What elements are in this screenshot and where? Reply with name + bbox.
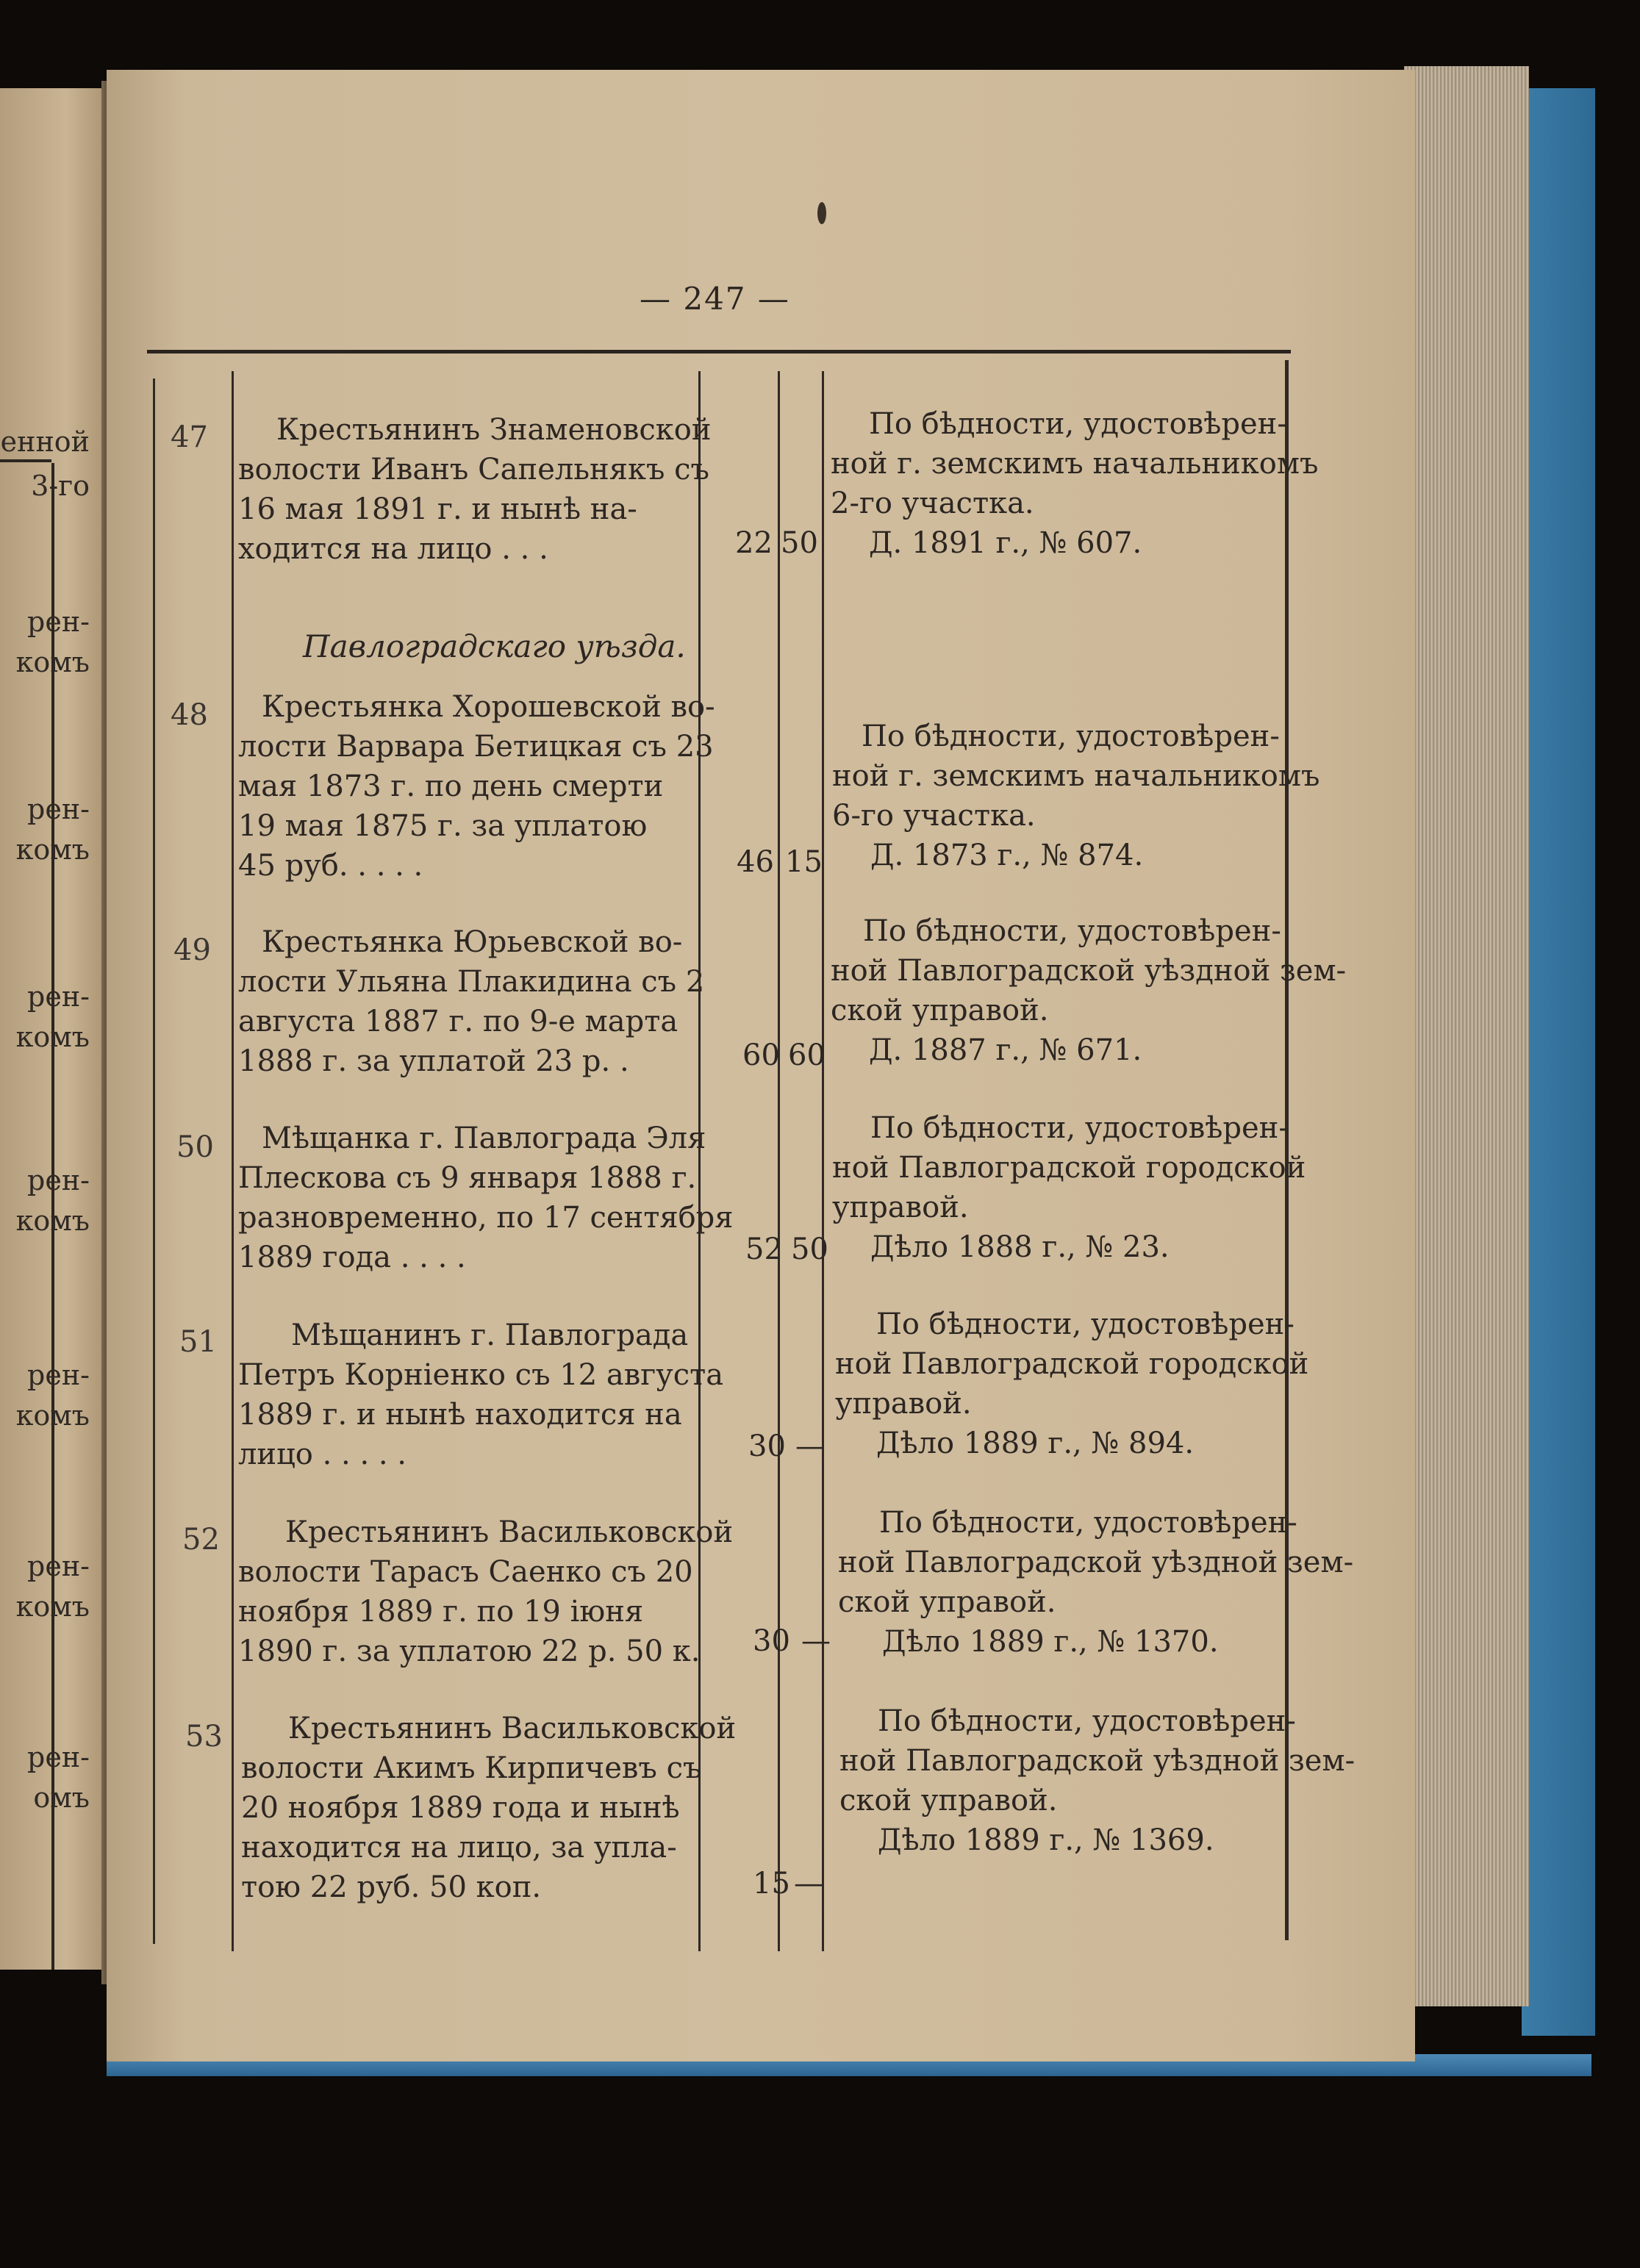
desc-line: августа 1887 г. по 9-е марта [238, 1005, 678, 1038]
amount-rubles: 30 [753, 1624, 790, 1658]
entry-reason [832, 717, 1319, 875]
desc-line: 1889 года . . . . [238, 1241, 466, 1274]
left-fragment: омъ [33, 1781, 90, 1814]
desc-line: мая 1873 г. по день смерти [238, 769, 664, 803]
entry-number: 49 [173, 933, 211, 967]
column-divider [822, 371, 824, 1951]
reason-line: Д. 1873 г., № 874. [870, 839, 1144, 872]
entry-reason [831, 404, 1318, 563]
desc-line: Крестьянинъ Васильковской [288, 1712, 737, 1745]
amount-rubles: 46 [737, 845, 774, 879]
book-cover [1522, 88, 1595, 2036]
desc-line: волости Тарасъ Саенко съ 20 [238, 1555, 693, 1589]
desc-line: Петръ Корніенко съ 12 августа [238, 1358, 724, 1392]
desc-line: Крестьянинъ Знаменовской [276, 413, 712, 447]
left-fragment: рен- [27, 1741, 90, 1773]
reason-line: По бѣдности, удостовѣрен- [869, 407, 1287, 441]
desc-line: 1890 г. за уплатою 22 р. 50 к. [238, 1634, 701, 1668]
desc-line: ходится на лицо . . . [238, 532, 548, 566]
desc-line: 19 мая 1875 г. за уплатою [238, 809, 648, 843]
amount-kopecks: — [795, 1429, 825, 1463]
reason-line: Дѣло 1889 г., № 1369. [878, 1823, 1214, 1857]
desc-line: Крестьянинъ Васильковской [285, 1515, 734, 1549]
entry-description [238, 1119, 734, 1277]
entry-reason [839, 1701, 1355, 1860]
reason-line: ской управой. [831, 994, 1049, 1027]
entry-number: 47 [171, 420, 208, 454]
entry-description [238, 922, 704, 1081]
reason-line: По бѣдности, удостовѣрен- [878, 1704, 1296, 1738]
entry-number: 50 [176, 1130, 214, 1164]
desc-line: волости Акимъ Кирпичевъ съ [241, 1751, 702, 1785]
amount-kopecks: 50 [791, 1232, 828, 1266]
reason-line: ной Павлоградской городской [835, 1347, 1309, 1381]
reason-line: ной г. земскимъ начальникомъ [831, 447, 1319, 481]
left-fragment: комъ [15, 1021, 90, 1053]
amount-rubles: 60 [742, 1038, 780, 1072]
left-fragment: рен- [27, 793, 90, 825]
reason-line: Дѣло 1888 г., № 23. [870, 1230, 1170, 1264]
desc-line: Крестьянка Хорошевской во- [262, 690, 715, 724]
entry-description [238, 1316, 723, 1474]
reason-line: Дѣло 1889 г., № 1370. [882, 1625, 1219, 1659]
page-number: — 247 — [640, 281, 790, 317]
desc-line: 16 мая 1891 г. и нынѣ на- [238, 492, 637, 526]
amount-kopecks: — [801, 1624, 831, 1658]
reason-line: Д. 1891 г., № 607. [869, 526, 1142, 560]
column-divider [778, 371, 780, 1951]
ink-spot [817, 202, 826, 224]
reason-line: управой. [835, 1387, 972, 1421]
left-fragment: комъ [15, 1399, 90, 1432]
reason-line: ской управой. [838, 1585, 1056, 1619]
amount-kopecks: — [794, 1867, 823, 1901]
reason-line: управой. [832, 1191, 969, 1224]
left-fragment: енной [0, 426, 90, 458]
page-edges [1404, 66, 1529, 2006]
desc-line: 20 ноября 1889 года и нынѣ [241, 1791, 680, 1825]
entry-description [241, 1709, 736, 1907]
desc-line: Мѣщанинъ г. Павлограда [291, 1318, 689, 1352]
amount-rubles: 15 [753, 1867, 790, 1901]
entry-description [238, 410, 712, 569]
left-fragment: рен- [27, 1359, 90, 1391]
desc-line: Крестьянка Юрьевской во- [262, 925, 683, 959]
reason-line: ской управой. [839, 1784, 1058, 1817]
left-fragment: комъ [15, 1590, 90, 1623]
left-fragment: рен- [27, 606, 90, 638]
entry-reason [835, 1305, 1308, 1463]
amount-rubles: 52 [745, 1232, 783, 1266]
reason-line: Дѣло 1889 г., № 894. [876, 1427, 1195, 1460]
reason-line: По бѣдности, удостовѣрен- [876, 1307, 1295, 1341]
desc-line: лицо . . . . . [238, 1438, 407, 1471]
desc-line: 1889 г. и нынѣ находится на [238, 1398, 682, 1432]
entry-number: 48 [171, 698, 208, 732]
reason-line: ной Павлоградской уѣздной зем- [831, 954, 1347, 988]
desc-line: находится на лицо, за упла- [241, 1831, 677, 1865]
left-fragment: рен- [27, 1550, 90, 1582]
table-left-border [153, 378, 155, 1944]
entry-reason [831, 911, 1346, 1070]
column-divider [232, 371, 234, 1951]
left-fragment: рен- [27, 980, 90, 1013]
amount-kopecks: 50 [781, 526, 818, 560]
reason-line: ной Павлоградской уѣздной зем- [838, 1546, 1354, 1579]
left-page-fragment [0, 88, 110, 1970]
reason-line: ной Павлоградской городской [832, 1151, 1306, 1185]
desc-line: 45 руб. . . . . [238, 849, 423, 883]
entry-number: 51 [179, 1325, 217, 1359]
reason-line: По бѣдности, удостовѣрен- [863, 914, 1281, 948]
desc-line: волости Иванъ Сапельнякъ съ [238, 453, 709, 487]
left-fragment: комъ [15, 833, 90, 866]
desc-line: ноября 1889 г. по 19 іюня [238, 1595, 644, 1629]
desc-line: 1888 г. за уплатой 23 р. . [238, 1044, 629, 1078]
desc-line: Мѣщанка г. Павлограда Эля [262, 1122, 706, 1155]
district-heading: Павлоградскаго уѣзда. [303, 628, 686, 664]
entry-reason [838, 1503, 1353, 1662]
amount-rubles: 22 [735, 526, 773, 560]
desc-line: разновременно, по 17 сентября [238, 1201, 734, 1235]
left-fragment: комъ [15, 646, 90, 678]
amount-kopecks: 15 [785, 845, 823, 879]
entry-description [238, 1512, 733, 1671]
reason-line: 2-го участка. [831, 487, 1034, 520]
desc-line: лости Ульяна Плакидина съ 2 [238, 965, 705, 999]
amount-kopecks: 60 [788, 1038, 826, 1072]
desc-line: тою 22 руб. 50 коп. [241, 1870, 542, 1904]
amount-rubles: 30 [748, 1429, 786, 1463]
table-top-rule [147, 350, 1291, 354]
entry-number: 53 [185, 1720, 223, 1754]
reason-line: По бѣдности, удостовѣрен- [862, 719, 1280, 753]
left-fragment: рен- [27, 1164, 90, 1196]
left-fragment: 3-го [31, 470, 90, 502]
reason-line: ной Павлоградской уѣздной зем- [839, 1744, 1356, 1778]
desc-line: лости Варвара Бетицкая съ 23 [238, 730, 714, 764]
reason-line: ной г. земскимъ начальникомъ [832, 759, 1320, 793]
reason-line: По бѣдности, удостовѣрен- [870, 1111, 1289, 1145]
entry-description [238, 687, 715, 886]
entry-number: 52 [182, 1523, 220, 1557]
desc-line: Плескова съ 9 января 1888 г. [238, 1161, 697, 1195]
reason-line: По бѣдности, удостовѣрен- [879, 1506, 1297, 1540]
reason-line: 6-го участка. [832, 799, 1036, 833]
entry-reason [832, 1108, 1306, 1267]
left-fragment: комъ [15, 1205, 90, 1237]
reason-line: Д. 1887 г., № 671. [869, 1033, 1142, 1067]
